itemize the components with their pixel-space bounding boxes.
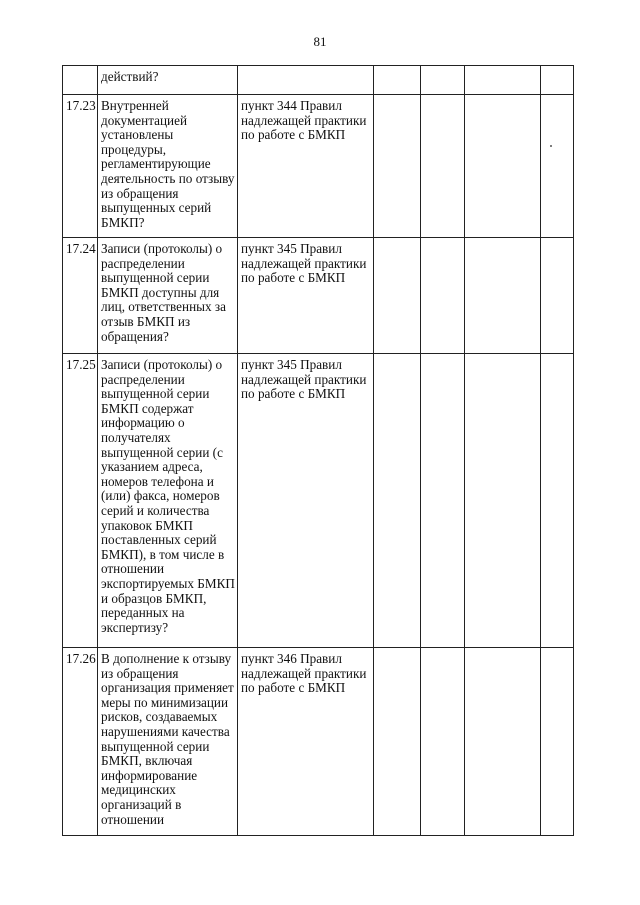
- answer-yes-cell: [374, 648, 421, 836]
- question-cell: Записи (протоколы) о распределении выпущенной серии БМКП доступны для лиц, ответственных за отзыв БМКП из обращения?: [98, 238, 238, 354]
- answer-na-cell: [465, 95, 541, 238]
- row-number-cell: 17.23: [63, 95, 98, 238]
- answer-no-cell: [421, 238, 465, 354]
- table-row: [63, 238, 574, 354]
- answer-na-cell: [465, 354, 541, 648]
- reference-cell: пункт 344 Правил надлежащей практики по работе с БМКП: [238, 95, 374, 238]
- row-number-cell: 17.26: [63, 648, 98, 836]
- table-row: [63, 95, 574, 238]
- checklist-table: [62, 65, 574, 836]
- comment-cell: [541, 66, 574, 95]
- answer-no-cell: [421, 95, 465, 238]
- question-cell: В дополнение к отзыву из обращения организация применяет меры по минимизации рисков, создаваемых нарушениями качества выпущенной серии БМКП, включая информирование медицинских организаций в отношении: [98, 648, 238, 836]
- reference-cell: пункт 345 Правил надлежащей практики по работе с БМКП: [238, 354, 374, 648]
- answer-no-cell: [421, 66, 465, 95]
- comment-cell: [541, 354, 574, 648]
- page-number: 81: [313, 34, 327, 49]
- answer-yes-cell: [374, 354, 421, 648]
- question-cell: Внутренней документацией установлены процедуры, регламентирующие деятельность по отзыву из обращения выпущенных серий БМКП?: [98, 95, 238, 238]
- answer-no-cell: [421, 648, 465, 836]
- comment-cell: [541, 238, 574, 354]
- answer-na-cell: [465, 648, 541, 836]
- table-row: [63, 354, 574, 648]
- answer-yes-cell: [374, 95, 421, 238]
- answer-na-cell: [465, 238, 541, 354]
- comment-cell: [541, 648, 574, 836]
- answer-no-cell: [421, 354, 465, 648]
- comment-cell: [541, 95, 574, 238]
- row-number-cell: [63, 66, 98, 95]
- row-number-cell: 17.25: [63, 354, 98, 648]
- row-number-cell: 17.24: [63, 238, 98, 354]
- answer-na-cell: [465, 66, 541, 95]
- reference-cell: пункт 345 Правил надлежащей практики по работе с БМКП: [238, 238, 374, 354]
- question-cell: Записи (протоколы) о распределении выпущенной серии БМКП содержат информацию о получателях выпущенной серии (с указанием адреса, номеров телефона и (или) факса, номеров серий и количества упаковок БМКП поставленных серий БМКП), в том числе в отношении экспортируемых БМКП и образцов БМКП, переданных на экспертизу?: [98, 354, 238, 648]
- answer-yes-cell: [374, 66, 421, 95]
- reference-cell: пункт 346 Правил надлежащей практики по работе с БМКП: [238, 648, 374, 836]
- table-row: [63, 66, 574, 95]
- scan-speck: [550, 145, 552, 147]
- question-cell: действий?: [98, 66, 238, 95]
- answer-yes-cell: [374, 238, 421, 354]
- table-row: [63, 648, 574, 836]
- reference-cell: [238, 66, 374, 95]
